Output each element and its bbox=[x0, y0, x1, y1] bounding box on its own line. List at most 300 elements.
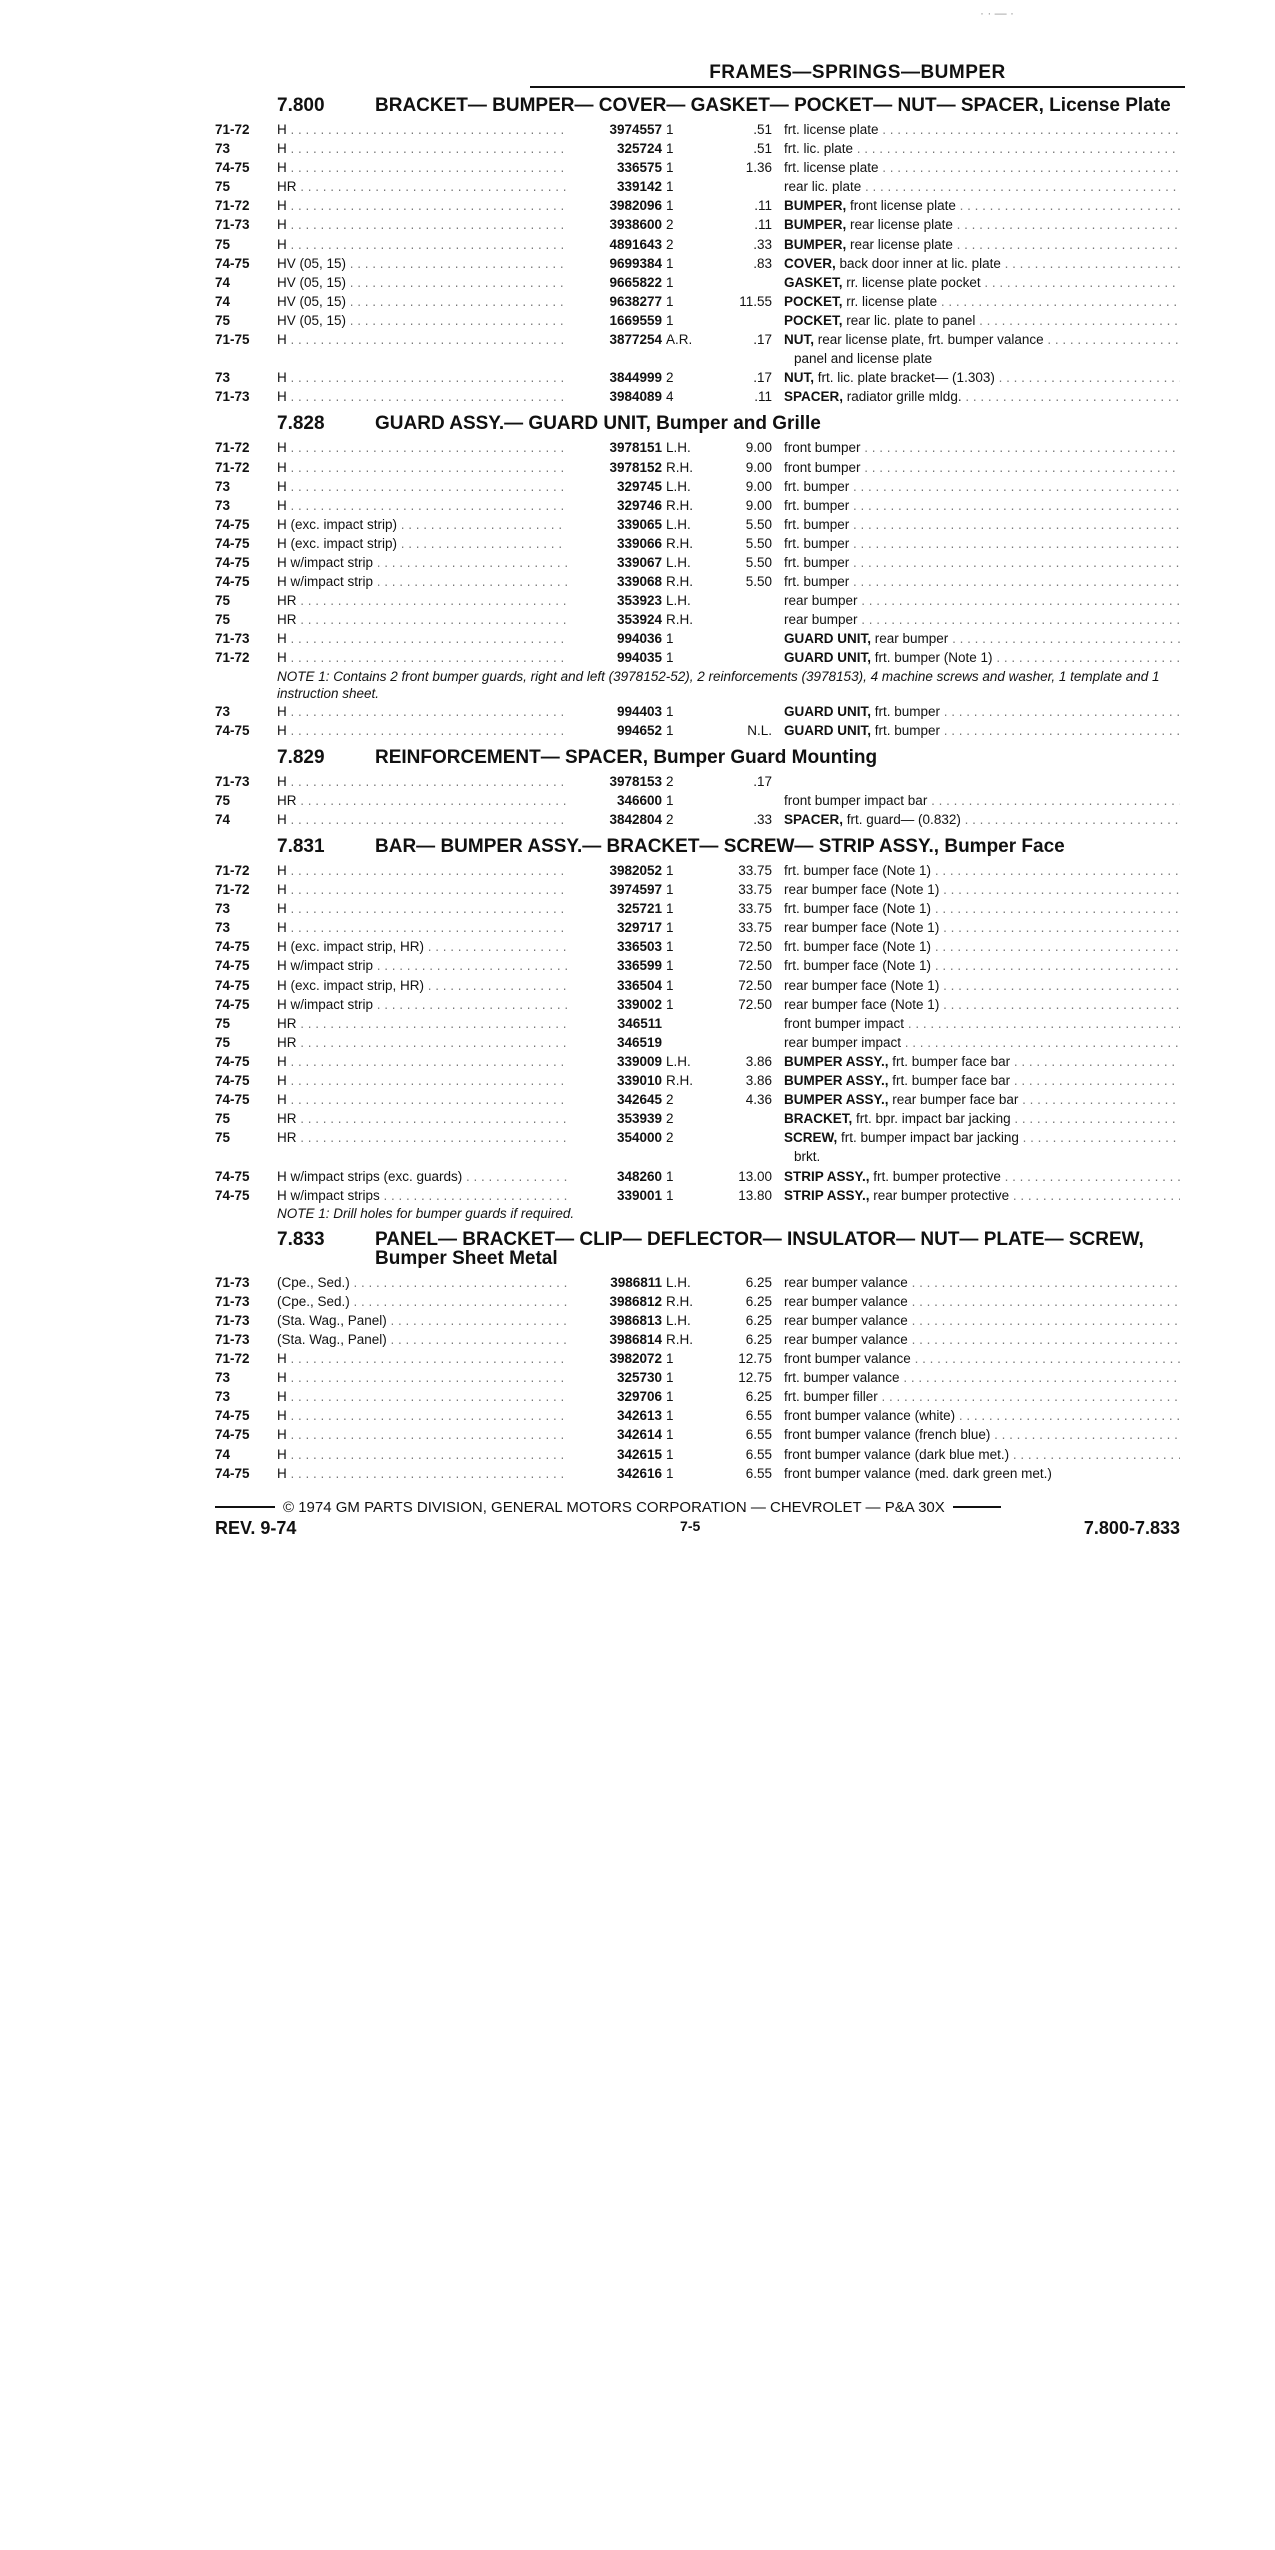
table-row bbox=[215, 235, 1180, 254]
table-row bbox=[215, 1311, 1180, 1330]
row-price bbox=[712, 1109, 784, 1128]
revision-label: REV. 9-74 bbox=[215, 1517, 297, 1538]
row-quantity: 2 bbox=[666, 370, 674, 386]
row-description bbox=[784, 158, 1180, 177]
row-year: 75 bbox=[215, 593, 231, 609]
row-description bbox=[784, 861, 1180, 880]
row-part-number: 3938600 bbox=[609, 217, 662, 233]
row-description-text: frt. bpr. impact bar jacking bbox=[856, 1111, 1011, 1127]
table-row bbox=[215, 515, 1180, 534]
row-description bbox=[784, 1273, 1180, 1292]
row-description bbox=[784, 477, 1180, 496]
row-model: H . . . bbox=[277, 235, 567, 254]
row-model: H w/impact strip . . . bbox=[277, 553, 567, 572]
row-model: H . . . bbox=[277, 496, 567, 515]
row-price: 5.50 bbox=[745, 554, 772, 570]
row-model: H . . . bbox=[277, 158, 567, 177]
table-row bbox=[215, 1387, 1180, 1406]
row-year: 74 bbox=[215, 811, 231, 827]
table-row bbox=[215, 610, 1180, 629]
row-description bbox=[784, 995, 1180, 1014]
section-number: 7.800 bbox=[277, 95, 325, 116]
parts-table bbox=[215, 1273, 1180, 1483]
row-item-name: BRACKET, bbox=[784, 1111, 853, 1127]
table-row bbox=[215, 572, 1180, 591]
table-row bbox=[215, 1464, 1180, 1483]
row-year: 74-75 bbox=[215, 996, 250, 1012]
row-year: 71-72 bbox=[215, 440, 250, 456]
row-item-name: BUMPER ASSY., bbox=[784, 1092, 889, 1108]
row-description: panel and license plate bbox=[794, 351, 933, 367]
row-price: 6.55 bbox=[745, 1408, 772, 1424]
row-price: 5.50 bbox=[745, 516, 772, 532]
row-quantity: 1 bbox=[666, 255, 674, 271]
row-part-number: 353924 bbox=[616, 612, 662, 628]
row-description bbox=[784, 956, 1180, 975]
row-quantity: R.H. bbox=[666, 459, 693, 475]
row-quantity: 1 bbox=[666, 958, 674, 974]
table-row bbox=[215, 1292, 1180, 1311]
row-model: H . . . bbox=[277, 648, 567, 667]
row-part-number: 1669559 bbox=[609, 312, 662, 328]
section-7-831 bbox=[215, 837, 1180, 1222]
row-quantity: 1 bbox=[666, 179, 674, 195]
row-model: H . . . bbox=[277, 629, 567, 648]
row-description bbox=[784, 139, 1180, 158]
row-year: 74-75 bbox=[215, 1187, 250, 1203]
row-price: 9.00 bbox=[745, 459, 772, 475]
row-year bbox=[215, 1147, 277, 1166]
copyright-text: © 1974 GM PARTS DIVISION, GENERAL MOTORS CORPORATION — CHEVROLET — P&A 30X bbox=[283, 1498, 945, 1516]
row-year: 74-75 bbox=[215, 1427, 250, 1443]
table-row bbox=[215, 810, 1180, 829]
row-description-text: front bumper valance (dark blue met.) bbox=[784, 1446, 1010, 1462]
row-description-text: frt. bumper face bar bbox=[892, 1073, 1011, 1089]
row-part-number: 9665822 bbox=[609, 274, 662, 290]
row-item-name: BUMPER, bbox=[784, 217, 847, 233]
row-part-number: 9638277 bbox=[609, 293, 662, 309]
row-price bbox=[712, 591, 784, 610]
row-description-text: front bumper bbox=[784, 459, 861, 475]
row-model: H . . . bbox=[277, 772, 567, 791]
row-quantity bbox=[662, 1033, 712, 1052]
section-7-829 bbox=[215, 748, 1180, 829]
row-description bbox=[784, 515, 1180, 534]
row-quantity: R.H. bbox=[666, 574, 693, 590]
row-year: 73 bbox=[215, 497, 231, 513]
row-model: H . . . bbox=[277, 1425, 567, 1444]
row-year: 74-75 bbox=[215, 255, 250, 271]
table-row bbox=[215, 330, 1180, 349]
row-part-number: 346600 bbox=[616, 792, 662, 808]
row-year: 74-75 bbox=[215, 1465, 250, 1481]
row-description bbox=[784, 1128, 1180, 1147]
row-year: 74 bbox=[215, 1446, 231, 1462]
row-part-number: 339142 bbox=[616, 179, 662, 195]
page-footer bbox=[215, 1499, 1180, 1539]
row-part-number: 339001 bbox=[616, 1187, 662, 1203]
row-model: H (exc. impact strip) . . . bbox=[277, 534, 567, 553]
table-row bbox=[215, 995, 1180, 1014]
section-number: 7.833 bbox=[277, 1228, 325, 1250]
row-description-text: frt. bumper face bar bbox=[892, 1053, 1011, 1069]
row-quantity: L.H. bbox=[666, 593, 691, 609]
row-model: H . . . bbox=[277, 861, 567, 880]
row-quantity: 1 bbox=[666, 1187, 674, 1203]
row-description-text: front bumper valance (med. dark green met.) bbox=[784, 1465, 1052, 1481]
row-item-name: BUMPER ASSY., bbox=[784, 1073, 889, 1089]
row-part-number: 994036 bbox=[616, 631, 662, 647]
row-year: 71-73 bbox=[215, 389, 250, 405]
row-part-number: 354000 bbox=[616, 1130, 662, 1146]
row-quantity: 4 bbox=[666, 389, 674, 405]
row-quantity: L.H. bbox=[666, 554, 691, 570]
row-description bbox=[784, 273, 1180, 292]
row-description bbox=[784, 387, 1180, 406]
row-price: .11 bbox=[754, 217, 772, 233]
row-year: 73 bbox=[215, 1389, 231, 1405]
section-note: NOTE 1: Contains 2 front bumper guards, right and left (3978152-52), 2 reinforcements (3978153), 4 machine screws and washer, 1 template and 1 instruction sheet. bbox=[277, 668, 1160, 701]
row-quantity: 1 bbox=[666, 1168, 674, 1184]
row-description bbox=[784, 1186, 1180, 1205]
row-description bbox=[784, 610, 1180, 629]
row-year: 71-72 bbox=[215, 198, 250, 214]
row-year: 71-72 bbox=[215, 650, 250, 666]
row-description bbox=[784, 1330, 1180, 1349]
table-row bbox=[215, 791, 1180, 810]
row-model: H . . . bbox=[277, 139, 567, 158]
row-item-name: GUARD UNIT, bbox=[784, 722, 871, 738]
table-row bbox=[215, 1273, 1180, 1292]
scan-mark: · · — · bbox=[980, 6, 1014, 20]
row-description bbox=[784, 1311, 1180, 1330]
row-description-text: rear bumper bbox=[784, 612, 858, 628]
row-item-name: BUMPER, bbox=[784, 236, 847, 252]
table-row bbox=[215, 899, 1180, 918]
row-year: 75 bbox=[215, 1034, 231, 1050]
row-item-name: BUMPER, bbox=[784, 198, 847, 214]
row-part-number: 3844999 bbox=[609, 370, 662, 386]
row-year: 71-73 bbox=[215, 631, 250, 647]
row-model: H . . . bbox=[277, 899, 567, 918]
row-part-number: 336575 bbox=[616, 160, 662, 176]
row-description bbox=[784, 1406, 1180, 1425]
row-year bbox=[215, 349, 277, 368]
row-price bbox=[712, 791, 784, 810]
row-price bbox=[712, 610, 784, 629]
row-year: 75 bbox=[215, 1130, 231, 1146]
row-description bbox=[784, 438, 1180, 457]
row-part-number: 994652 bbox=[616, 722, 662, 738]
row-price: 33.75 bbox=[738, 882, 772, 898]
row-part-number: 325724 bbox=[616, 141, 662, 157]
row-year: 75 bbox=[215, 1111, 231, 1127]
table-row bbox=[215, 629, 1180, 648]
row-description bbox=[784, 330, 1180, 349]
row-year: 73 bbox=[215, 703, 231, 719]
table-row bbox=[215, 158, 1180, 177]
row-quantity: 1 bbox=[666, 977, 674, 993]
row-description bbox=[784, 937, 1180, 956]
row-description bbox=[784, 1033, 1180, 1052]
row-model: H . . . bbox=[277, 1368, 567, 1387]
row-price: .17 bbox=[753, 773, 772, 789]
table-row bbox=[215, 772, 1180, 791]
row-price: 6.25 bbox=[745, 1274, 772, 1290]
row-model: H . . . bbox=[277, 120, 567, 139]
row-year: 71-72 bbox=[215, 863, 250, 878]
row-description-text: rear bumper face (Note 1) bbox=[784, 920, 940, 936]
row-quantity: 2 bbox=[666, 773, 674, 789]
row-year: 74-75 bbox=[215, 977, 250, 993]
row-price: .33 bbox=[753, 811, 772, 827]
row-quantity: 1 bbox=[666, 863, 674, 878]
row-price: .51 bbox=[753, 122, 772, 137]
table-row bbox=[215, 918, 1180, 937]
row-price: 33.75 bbox=[738, 863, 772, 878]
table-row bbox=[215, 273, 1180, 292]
row-part-number: 339065 bbox=[616, 516, 662, 532]
row-part-number: 336599 bbox=[616, 958, 662, 974]
row-item-name: GUARD UNIT, bbox=[784, 631, 871, 647]
row-part-number: 325730 bbox=[616, 1370, 662, 1386]
row-year: 75 bbox=[215, 312, 231, 328]
row-description-text: frt. bumper impact bar jacking bbox=[841, 1130, 1019, 1146]
row-price bbox=[712, 1014, 784, 1033]
row-year: 71-73 bbox=[215, 1312, 250, 1328]
row-model: H . . . bbox=[277, 1445, 567, 1464]
row-description-text: frt. lic. plate bbox=[784, 141, 854, 157]
row-part-number: 329706 bbox=[616, 1389, 662, 1405]
row-part-number: 342645 bbox=[616, 1092, 662, 1108]
row-year: 75 bbox=[215, 612, 231, 628]
row-description-text: frt. license plate bbox=[784, 122, 879, 137]
row-description bbox=[784, 1292, 1180, 1311]
row-year: 74 bbox=[215, 274, 231, 290]
row-part-number: 339068 bbox=[616, 574, 662, 590]
row-year: 73 bbox=[215, 370, 231, 386]
row-description-text: frt. bumper bbox=[784, 554, 850, 570]
row-item-name: GASKET, bbox=[784, 274, 843, 290]
table-row bbox=[215, 349, 1180, 368]
row-quantity: R.H. bbox=[666, 535, 693, 551]
row-part-number: 353939 bbox=[616, 1111, 662, 1127]
table-row bbox=[215, 1167, 1180, 1186]
row-description bbox=[784, 899, 1180, 918]
row-item-name: SCREW, bbox=[784, 1130, 838, 1146]
table-row bbox=[215, 1147, 1180, 1166]
section-range: 7.800-7.833 bbox=[1083, 1517, 1180, 1538]
row-year: 74-75 bbox=[215, 1053, 250, 1069]
row-quantity: 1 bbox=[666, 996, 674, 1012]
row-price: 12.75 bbox=[738, 1370, 772, 1386]
table-row bbox=[215, 702, 1180, 721]
row-description-text: frt. bumper bbox=[784, 535, 850, 551]
row-part-number: 3978152 bbox=[609, 459, 662, 475]
row-description bbox=[784, 772, 1180, 791]
row-model: H . . . bbox=[277, 458, 567, 477]
row-description-text: frt. bumper face (Note 1) bbox=[784, 863, 932, 878]
row-year: 75 bbox=[215, 792, 231, 808]
row-description-text: front license plate bbox=[850, 198, 956, 214]
row-item-name: NUT, bbox=[784, 332, 814, 348]
row-year: 71-72 bbox=[215, 122, 250, 137]
row-part-number: 346511 bbox=[617, 1015, 662, 1031]
row-quantity: L.H. bbox=[666, 1053, 691, 1069]
row-year: 74-75 bbox=[215, 958, 250, 974]
row-price: .83 bbox=[753, 255, 772, 271]
row-description bbox=[784, 648, 1180, 667]
row-description-text: frt. license plate bbox=[784, 160, 879, 176]
table-row bbox=[215, 215, 1180, 234]
table-row bbox=[215, 292, 1180, 311]
row-model: H . . . bbox=[277, 368, 567, 387]
row-model: H . . . bbox=[277, 702, 567, 721]
sections-container bbox=[215, 96, 1180, 1483]
section-number: 7.828 bbox=[277, 413, 325, 435]
row-item-name: STRIP ASSY., bbox=[784, 1187, 870, 1203]
row-price: 6.55 bbox=[745, 1427, 772, 1443]
row-quantity: L.H. bbox=[666, 440, 691, 456]
row-description-text: rear bumper protective bbox=[873, 1187, 1010, 1203]
row-description-text: front bumper valance (white) bbox=[784, 1408, 956, 1424]
row-model: HV (05, 15) . . . bbox=[277, 311, 567, 330]
row-description bbox=[784, 572, 1180, 591]
page-number: 7-5 bbox=[680, 1517, 701, 1534]
row-year: 71-73 bbox=[215, 217, 250, 233]
parts-table bbox=[215, 772, 1180, 829]
row-description-text: frt. bumper protective bbox=[873, 1168, 1001, 1184]
catalog-page bbox=[215, 62, 1180, 1539]
row-quantity: 1 bbox=[666, 1370, 674, 1386]
row-model: HR . . . bbox=[277, 1014, 567, 1033]
row-part-number: 339009 bbox=[616, 1053, 662, 1069]
row-model: HV (05, 15) . . . bbox=[277, 273, 567, 292]
row-quantity: 1 bbox=[666, 141, 674, 157]
row-description bbox=[784, 292, 1180, 311]
row-description-text: rear bumper bbox=[874, 631, 949, 647]
row-model: H w/impact strip . . . bbox=[277, 995, 567, 1014]
row-part-number: 3974597 bbox=[609, 882, 662, 898]
row-part-number: 3986811 bbox=[610, 1274, 662, 1290]
row-quantity: 1 bbox=[666, 1351, 674, 1367]
row-price bbox=[712, 349, 784, 368]
row-price bbox=[712, 1033, 784, 1052]
row-model: H . . . bbox=[277, 438, 567, 457]
row-quantity: 1 bbox=[666, 650, 674, 666]
row-year: 74-75 bbox=[215, 1168, 250, 1184]
table-row bbox=[215, 1014, 1180, 1033]
row-description-text: front bumper impact bar bbox=[784, 792, 928, 808]
row-price: .17 bbox=[753, 332, 772, 348]
row-model: H w/impact strip . . . bbox=[277, 572, 567, 591]
row-model: H . . . bbox=[277, 215, 567, 234]
row-year: 71-72 bbox=[215, 1351, 250, 1367]
row-description bbox=[784, 1071, 1180, 1090]
row-description bbox=[784, 553, 1180, 572]
row-model: HR . . . bbox=[277, 177, 567, 196]
row-year: 75 bbox=[215, 236, 231, 252]
row-part-number: 994403 bbox=[616, 703, 662, 719]
row-description-text: frt. bumper bbox=[874, 722, 941, 738]
row-year: 73 bbox=[215, 1370, 231, 1386]
row-part-number: 3877254 bbox=[609, 332, 662, 348]
row-model: H . . . bbox=[277, 1387, 567, 1406]
row-quantity: 1 bbox=[666, 920, 674, 936]
row-part-number: 3986812 bbox=[609, 1293, 662, 1309]
table-row bbox=[215, 880, 1180, 899]
row-qty bbox=[662, 1147, 712, 1166]
row-description bbox=[784, 810, 1180, 829]
table-row bbox=[215, 311, 1180, 330]
row-year: 74-75 bbox=[215, 722, 250, 738]
row-price: 3.86 bbox=[745, 1053, 772, 1069]
row-year: 74-75 bbox=[215, 1408, 250, 1424]
row-description bbox=[784, 1167, 1180, 1186]
row-price bbox=[712, 311, 784, 330]
row-model: HR . . . bbox=[277, 791, 567, 810]
row-quantity: 2 bbox=[666, 1092, 674, 1108]
row-quantity: L.H. bbox=[666, 1274, 691, 1290]
row-part-number: 336504 bbox=[616, 977, 662, 993]
row-part-number: 339067 bbox=[616, 554, 662, 570]
row-price: 11.55 bbox=[739, 293, 772, 309]
row-description-text: rear license plate, frt. bumper valance bbox=[817, 332, 1044, 348]
row-description-text: rear bumper face (Note 1) bbox=[784, 996, 940, 1012]
row-part-number: 3986813 bbox=[609, 1312, 662, 1328]
row-description bbox=[784, 880, 1180, 899]
row-description-text: rr. license plate bbox=[846, 293, 938, 309]
table-row bbox=[215, 254, 1180, 273]
row-item-name: SPACER, bbox=[784, 389, 844, 405]
section-heading bbox=[277, 748, 1180, 767]
table-row bbox=[215, 1052, 1180, 1071]
row-model: H . . . bbox=[277, 1464, 567, 1483]
row-description bbox=[784, 1014, 1180, 1033]
row-quantity: 2 bbox=[666, 1130, 674, 1146]
row-quantity: 1 bbox=[666, 722, 674, 738]
row-description bbox=[784, 1109, 1180, 1128]
row-item-name: SPACER, bbox=[784, 811, 844, 827]
row-year: 71-73 bbox=[215, 1331, 250, 1347]
row-description bbox=[784, 1090, 1180, 1109]
row-year: 74-75 bbox=[215, 554, 250, 570]
row-description-text: front bumper valance bbox=[784, 1351, 911, 1367]
footer-bottom-line bbox=[215, 1518, 1180, 1539]
section-title: GUARD ASSY.— GUARD UNIT, Bumper and Grille bbox=[375, 413, 821, 435]
section-title: BRACKET— BUMPER— COVER— GASKET— POCKET— NUT— SPACER, License Plate bbox=[375, 95, 1171, 116]
row-description bbox=[784, 702, 1180, 721]
row-quantity: 1 bbox=[666, 703, 674, 719]
row-model: H . . . bbox=[277, 1071, 567, 1090]
row-price: 9.00 bbox=[745, 497, 772, 513]
row-description-text: rear bumper bbox=[784, 593, 858, 609]
row-description bbox=[784, 215, 1180, 234]
row-model: H w/impact strips (exc. guards) . . . bbox=[277, 1167, 567, 1186]
row-part-number: 3982052 bbox=[609, 863, 662, 878]
row-year: 74-75 bbox=[215, 1092, 250, 1108]
row-part-number: 329717 bbox=[616, 920, 662, 936]
row-quantity: 1 bbox=[666, 1465, 674, 1481]
table-row bbox=[215, 976, 1180, 995]
row-price: 12.75 bbox=[738, 1351, 772, 1367]
row-description-text: frt. bumper bbox=[784, 478, 850, 494]
row-description-text: rear bumper valance bbox=[784, 1274, 908, 1290]
row-description bbox=[784, 976, 1180, 995]
row-price: .11 bbox=[754, 198, 772, 214]
row-part-number: 3978153 bbox=[609, 773, 662, 789]
page-header: FRAMES—SPRINGS—BUMPER bbox=[530, 62, 1185, 88]
